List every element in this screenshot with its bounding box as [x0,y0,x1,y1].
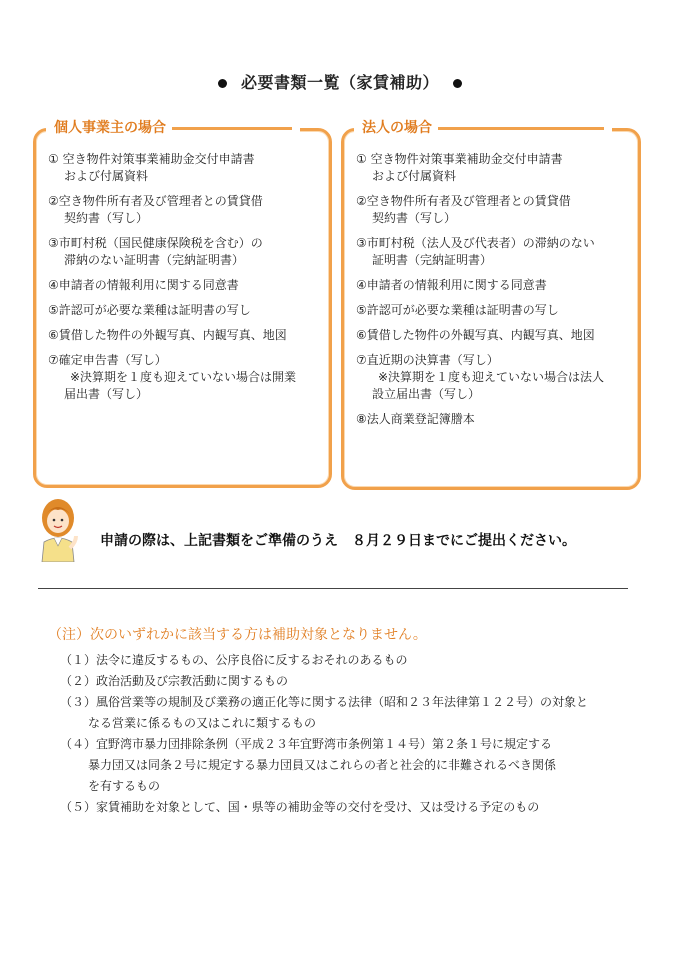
list-item [356,151,632,185]
list-item [48,193,323,227]
list-item [60,797,650,818]
list-item-text: ⑤許認可が必要な業種は証明書の写し [48,303,251,317]
corporate-list [356,151,632,436]
note-heading: （注）次のいずれかに該当する方は補助対象となりません。 [48,627,427,643]
list-item [60,650,650,671]
list-item-text: ②空き物件所有者及び管理者との賃貸借 [48,194,263,208]
list-item [356,327,632,344]
list-item [60,692,650,734]
list-item-text: （２）政治活動及び宗教活動に関するもの [60,674,289,688]
list-item-text: ③市町村税（法人及び代表者）の滞納のない [356,236,595,250]
bullet-dot-icon [453,79,462,88]
page-title-text: 必要書類一覧（家賃補助） [240,73,439,92]
list-item [48,277,323,294]
list-item-text: 設立届出書（写し） [372,387,481,401]
list-item [60,734,650,797]
list-item [356,302,632,319]
list-item-text: を有するもの [88,779,161,793]
list-item [356,235,632,269]
individual-heading: 個人事業主の場合 [46,117,300,137]
list-item [48,327,323,344]
list-item [356,193,632,227]
list-item-text: ③市町村税（国民健康保険税を含む）の [48,236,263,250]
individual-box [33,120,332,488]
list-item [356,277,632,294]
list-item-text: ① 空き物件対策事業補助金交付申請書 [48,152,255,166]
corporate-heading: 法人の場合 [354,117,612,137]
list-item-text: 契約書（写し） [372,211,457,225]
list-item-text: ⑦確定申告書（写し） [48,353,167,367]
list-item-text: ⑤許認可が必要な業種は証明書の写し [356,303,559,317]
list-item-text: ②空き物件所有者及び管理者との賃貸借 [356,194,571,208]
list-item-text: （１）法令に違反するもの、公序良俗に反するおそれのあるもの [60,653,408,667]
list-item [356,352,632,403]
list-item-text: 滞納のない証明書（完納証明書） [64,253,245,267]
list-item [48,352,323,403]
list-item-text: ⑧法人商業登記簿謄本 [356,412,475,426]
corporate-box [341,120,641,490]
list-item-text: ④申請者の情報利用に関する同意書 [356,278,547,292]
divider [38,588,628,589]
list-item-text: 証明書（完納証明書） [372,253,493,267]
woman-presenter-icon [36,496,80,562]
list-item-text: および付属資料 [64,169,149,183]
conditions-list [60,650,650,818]
list-item [60,671,650,692]
page-title [0,70,680,93]
list-item-text: ※決算期を１度も迎えていない場合は開業 [70,370,297,384]
deadline-notice: 申請の際は、上記書類をご準備のうえ ８月２９日までにご提出ください。 [100,533,576,549]
list-item [356,411,632,428]
list-item [48,151,323,185]
list-item-text: および付属資料 [372,169,457,183]
individual-list [48,151,323,411]
list-item-text: 届出書（写し） [64,387,149,401]
list-item-text: ※決算期を１度も迎えていない場合は法人 [378,370,605,384]
list-item-text: （３）風俗営業等の規制及び業務の適正化等に関する法律（昭和２３年法律第１２２号）の対象と [60,695,589,709]
list-item-text: 契約書（写し） [64,211,149,225]
list-item [48,302,323,319]
bullet-dot-icon [218,79,227,88]
list-item-text: ⑦直近期の決算書（写し） [356,353,499,367]
list-item-text: （５）家賃補助を対象として、国・県等の補助金等の交付を受け、又は受ける予定のもの [60,800,540,814]
list-item-text: 暴力団又は同条２号に規定する暴力団員又はこれらの者と社会的に非難されるべき関係 [88,758,557,772]
list-item-text: ④申請者の情報利用に関する同意書 [48,278,239,292]
list-item-text: ⑥賃借した物件の外観写真、内観写真、地図 [356,328,595,342]
list-item-text: なる営業に係るもの又はこれに類するもの [88,716,317,730]
list-item [48,235,323,269]
list-item-text: （４）宜野湾市暴力団排除条例（平成２３年宜野湾市条例第１４号）第２条１号に規定する [60,737,553,751]
list-item-text: ⑥賃借した物件の外観写真、内観写真、地図 [48,328,287,342]
list-item-text: ① 空き物件対策事業補助金交付申請書 [356,152,563,166]
